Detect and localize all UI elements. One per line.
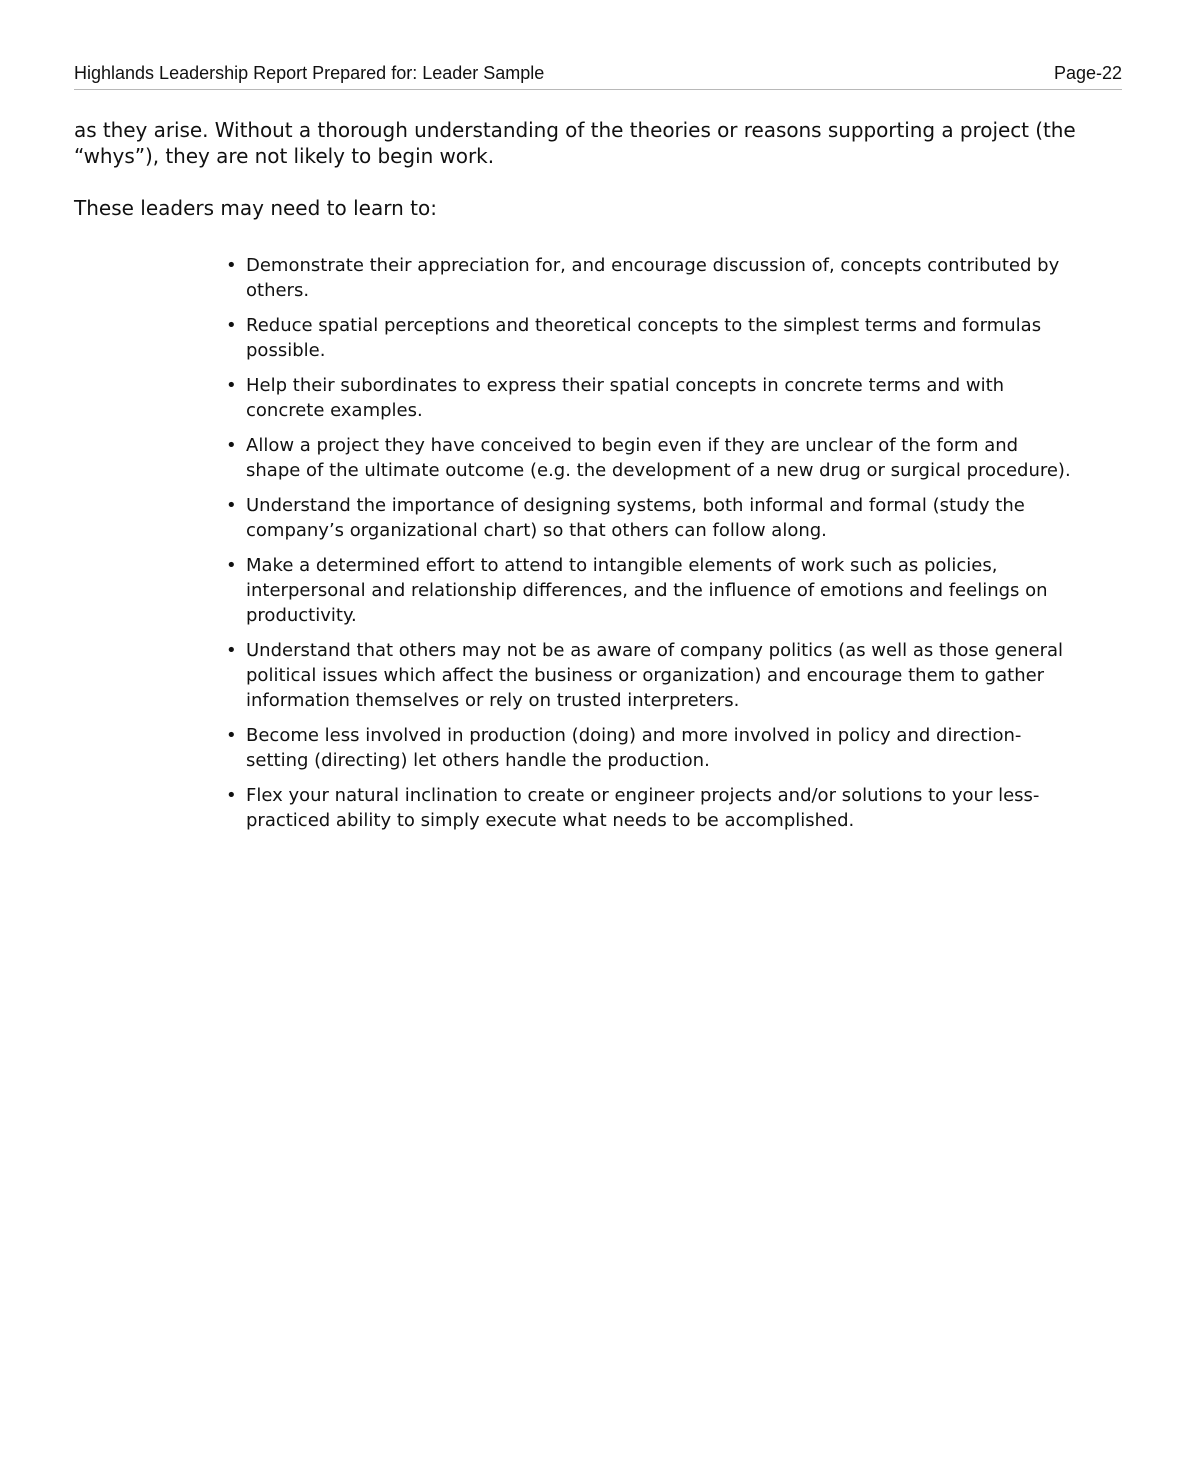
bullet-icon: • <box>226 315 237 336</box>
bullet-icon: • <box>226 435 237 456</box>
bullet-icon: • <box>226 555 237 576</box>
bullet-icon: • <box>226 495 237 516</box>
recommendation-text: Reduce spatial perceptions and theoretical concepts to the simplest terms and formulas possible. <box>246 315 1042 361</box>
page-header <box>74 60 1122 90</box>
recommendation-item-1 <box>226 253 1076 303</box>
bullet-icon: • <box>226 785 237 806</box>
recommendation-text: Demonstrate their appreciation for, and encourage discussion of, concepts contributed by others. <box>246 255 1060 301</box>
page-number: Page-22 <box>1053 63 1122 83</box>
recommendation-item-5 <box>226 493 1076 543</box>
recommendation-text: Become less involved in production (doing) and more involved in policy and direction-setting (directing) let others handle the production. <box>246 725 1022 771</box>
intro-paragraph: These leaders may need to learn to: <box>74 196 437 220</box>
recommendation-item-7 <box>226 638 1076 713</box>
recommendation-item-3 <box>226 373 1076 423</box>
page-content <box>74 117 1114 843</box>
bullet-icon: • <box>226 640 237 661</box>
bullet-icon: • <box>226 375 237 396</box>
recommendation-text: Help their subordinates to express their spatial concepts in concrete terms and with concrete examples. <box>246 375 1005 421</box>
recommendation-item-6 <box>226 553 1076 628</box>
report-title: Highlands Leadership Report Prepared for: Leader Sample <box>74 63 545 83</box>
recommendation-item-4 <box>226 433 1076 483</box>
bullet-icon: • <box>226 255 237 276</box>
bullet-icon: • <box>226 725 237 746</box>
recommendation-item-2 <box>226 313 1076 363</box>
recommendation-item-9 <box>226 783 1076 833</box>
recommendation-item-8 <box>226 723 1076 773</box>
recommendation-text: Make a determined effort to attend to intangible elements of work such as policies, interpersonal and relationship differences, and the influence of emotions and feelings on productivity. <box>246 555 1048 626</box>
recommendation-text: Flex your natural inclination to create or engineer projects and/or solutions to your less-practiced ability to simply execute what needs to be accomplished. <box>246 785 1040 831</box>
recommendation-list <box>226 253 1076 833</box>
recommendation-text: Understand that others may not be as aware of company politics (as well as those general political issues which affect the business or organization) and encourage them to gather information themselves or rely on trusted interpreters. <box>246 640 1064 711</box>
recommendation-text: Allow a project they have conceived to begin even if they are unclear of the form and shape of the ultimate outcome (e.g. the development of a new drug or surgical procedure). <box>246 435 1071 481</box>
recommendation-text: Understand the importance of designing systems, both informal and formal (study the company’s organizational chart) so that others can follow along. <box>246 495 1025 541</box>
continuation-paragraph: as they arise. Without a thorough understanding of the theories or reasons supporting a project (the “whys”), they are not likely to begin work. <box>74 118 1076 168</box>
